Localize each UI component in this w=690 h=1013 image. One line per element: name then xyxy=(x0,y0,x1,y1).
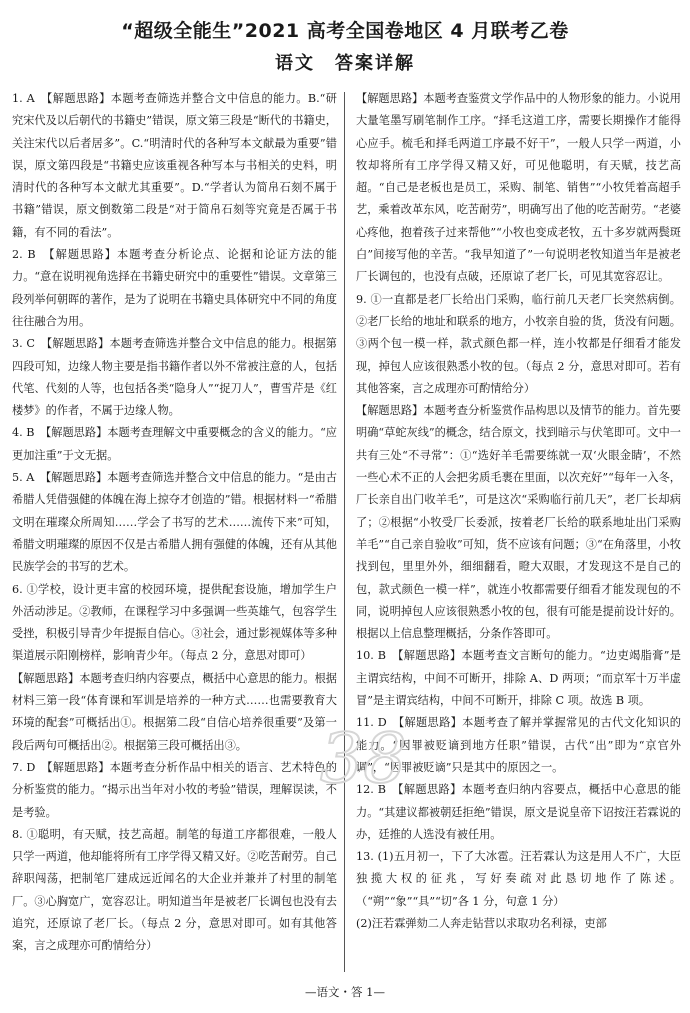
answer-6: 6. ①学校，设计更丰富的校园环境，提供配套设施，增加学生户外活动涉足。②教师，在课程学习中多强调一些英雄气，包容学生受挫，积极引导青少年提振自信心。③社会，通过影视媒体等多种渠道展示阳刚榜样，影响青少年。（每点 2 分，意思对即可） xyxy=(12,582,337,663)
answer-7: 7. D 【解题思路】本题考查分析作品中相关的语言、艺术特色的分析鉴赏的能力。“揭示出当年对小牧的考验”错误，理解误读，不是考验。 xyxy=(12,760,337,819)
answer-13-1: 13. (1)五月初一，下了大冰雹。汪若霖认为这是用人不广，大臣独揽大权的征兆，写好奏疏对此恳切地作了陈述。（“朔”“象”“具”“切”各 1 分，句意 1 分） xyxy=(356,850,681,908)
answer-6-analysis: 【解题思路】本题考查归纳内容要点，概括中心意思的能力。根据材料三第一段“体育课和军训是培养的一种方式……也需要教育大环境的配套”可概括出①。根据第二段“自信心培养很重要”及第一段后两句可概括出②。根据第三段可概括出③。 xyxy=(12,671,337,752)
page-footer: —语文・答 1— xyxy=(305,985,385,999)
watermark-text: 38 xyxy=(320,720,407,799)
answer-9: 9. ①一直都是老厂长给出门采购，临行前几天老厂长突然病倒。②老厂长给的地址和联系的地方，小牧亲自验的货，货没有问题。③两个包一模一样，款式颜色都一样，连小牧都是仔细看才能发现，掉包人应该很熟悉小牧的包。（每点 2 分，意思对即可。若有其他答案，言之成理亦可酌情给分） xyxy=(356,292,681,395)
answer-10: 10. B 【解题思路】本题考查文言断句的能力。“边吏竭脂膏”是主谓宾结构，中间不可断开，排除 A、D 两项；“而京军十万半虚冒”是主谓宾结构，中间不可断开，排除 C 项。故选 B 项。 xyxy=(356,649,681,708)
answer-1: 1. A 【解题思路】本题考查筛选并整合文中信息的能力。B.“研究宋代及以后朝代的书籍史”错误，原文第三段是“断代的书籍史，关注宋代以后者居多”。C.“明清时代的各种写本文献最为重要”错误，原文第四段是“书籍史应该重视各种写本与书相关的史料，明清时代的各种写本文献尤其重要”。D.“学者认为简帛石刻不属于书籍”错误，原文倒数第二段是“对于简帛石刻等究竟是否属于书籍，有不同的看法”。 xyxy=(12,92,337,239)
page-title: “超级全能生”2021 高考全国卷地区 4 月联考乙卷 xyxy=(121,20,569,42)
answer-3: 3. C 【解题思路】本题考查筛选并整合文中信息的能力。根据第四段可知，边缘人物主要是指书籍作者以外不常被注意的人，包括代笔、代刻的人等，也包括各类“隐身人”“捉刀人”，曹雪芹是《红楼梦》的作者，不属于边缘人物。 xyxy=(12,337,337,418)
right-column xyxy=(356,88,681,978)
answer-4: 4. B 【解题思路】本题考查理解文中重要概念的含义的能力。“应更加注重”于文无据。 xyxy=(12,426,337,462)
answer-8-analysis: 【解题思路】本题考查鉴赏文学作品中的人物形象的能力。小说用大量笔墨写刷笔制作工序。“择毛这道工序，需要长期操作才能得心应手。梳毛和择毛两道工序最不好干”，一般人只学一两道，小牧却将所有工序学得又精又好，可见他聪明，有天赋，技艺高超。“自己是老板也是员工，采购、制笔、销售”“小牧凭着高超手艺，乘着改革东风，吃苦耐劳”，明确写出了他的吃苦耐劳。“老婆心疼他，抱着孩子过来帮他”“小牧也变成老牧，五十多岁就两鬓斑白”间接写他的辛苦。“我早知道了”一句说明老牧知道当年是被老厂长调包的，也没有点破，还原谅了老厂长，可见其宽容忍让。 xyxy=(356,92,681,284)
left-column xyxy=(12,88,337,978)
answer-5: 5. A 【解题思路】本题考查筛选并整合文中信息的能力。“是由古希腊人凭借强健的体魄在海上掠夺才创造的”错。根据材料一“希腊文明在璀璨众所周知……学会了书写的艺术……流传下来”可知，希腊文明璀璨的原因不仅是古希腊人拥有强健的体魄，还有从其他民族学会的书写的艺术。 xyxy=(12,471,337,574)
answer-12: 12. B 【解题思路】本题考查归纳内容要点，概括中心意思的能力。“其建议都被朝廷拒绝”错误，原文是说皇帝下诏按汪若霖说的办，廷推的人选没有被任用。 xyxy=(356,783,681,841)
answer-2: 2. B 【解题思路】本题考查分析论点、论据和论证方法的能力。“意在说明视角选择在书籍史研究中的重要性”错误。文章第三段列举何朝晖的著作，是为了说明在书籍史具体研究中不同的角度往往融合为用。 xyxy=(12,248,337,328)
answer-9-analysis: 【解题思路】本题考查分析鉴赏作品构思以及情节的能力。首先要明确“草蛇灰线”的概念，结合原文，找到暗示与伏笔即可。文中一共有三处“不寻常”：①“选好羊毛需要练就一双‘火眼金睛’，不然一些心术不正的人会把劣质毛裹在里面，以次充好”“每年一入冬，厂长亲自出门收羊毛”，可是这次“采购临行前几天”，老厂长却病了；②根据“小牧受厂长委派，按着老厂长给的联系地址出门采购羊毛”“自己亲自验收”可知，货不应该有问题；③“在角落里，小牧找到包，里里外外，细细翻看，瞪大双眼，才发现这不是自己的包，款式颜色一模一样”，就连小牧都需要仔细看才能发现包的不同，说明掉包人应该很熟悉小牧的包，很有可能是提前设计好的。根据以上信息整理概括，分条作答即可。 xyxy=(356,404,681,641)
column-divider xyxy=(344,92,345,972)
answer-8: 8. ①聪明，有天赋，技艺高超。制笔的每道工序都很难，一般人只学一两道，他却能将所有工序学得又精又好。②吃苦耐劳。自己辞职闯荡，把制笔厂建成远近闻名的大企业并兼并了村里的制笔厂。③心胸宽广，宽容忍让。明知道当年是被老厂长调包也没有去追究，还原谅了老厂长。（每点 2 分，意思对即可。如有其他答案，言之成理亦可酌情给分） xyxy=(12,827,337,953)
answer-13-2: (2)汪若霖弹劾二人奔走钻营以求取功名利禄，吏部 xyxy=(356,916,607,930)
answer-11: 11. D 【解题思路】本题考查了解并掌握常见的古代文化知识的能力。“因罪被贬谪到地方任职”错误，古代“出”即为“京官外调”，“因罪被贬谪”只是其中的原因之一。 xyxy=(356,716,681,774)
page-subtitle: 语文 答案详解 xyxy=(275,53,415,74)
